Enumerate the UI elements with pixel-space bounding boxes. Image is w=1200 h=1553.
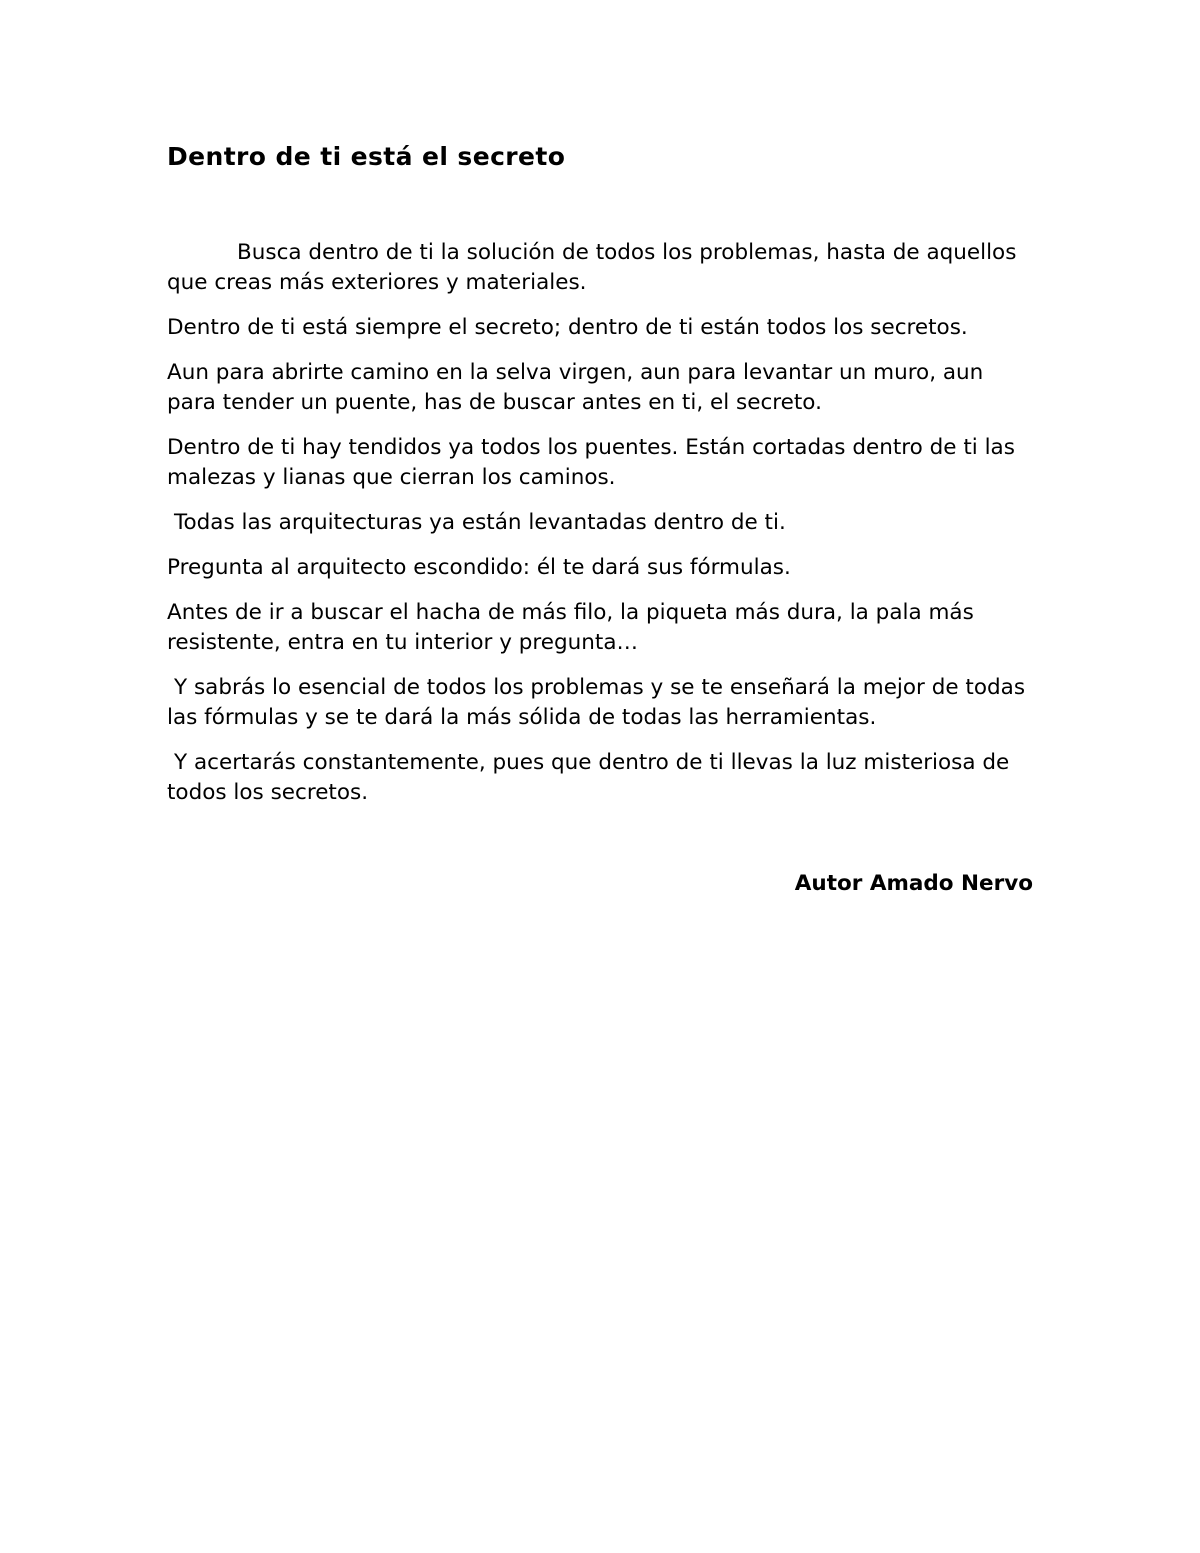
paragraph-3: Aun para abrirte camino en la selva virgen, aun para levantar un muro, aun para tender un puente, has de buscar antes en ti, el secreto. (167, 360, 984, 415)
document-title: Dentro de ti está el secreto (167, 142, 566, 171)
paragraph-5: Todas las arquitecturas ya están levantadas dentro de ti. (174, 510, 786, 535)
paragraph-9: Y acertarás constantemente, pues que dentro de ti llevas la luz misteriosa de todos los secretos. (167, 750, 1010, 805)
paragraph-6: Pregunta al arquitecto escondido: él te dará sus fórmulas. (167, 555, 791, 580)
paragraph-1: Busca dentro de ti la solución de todos los problemas, hasta de aquellos que creas más exteriores y materiales. (167, 240, 1017, 295)
document-content (167, 140, 1033, 899)
paragraph-2: Dentro de ti está siempre el secreto; dentro de ti están todos los secretos. (167, 315, 968, 340)
paragraph-8: Y sabrás lo esencial de todos los problemas y se te enseñará la mejor de todas las fórmulas y se te dará la más sólida de todas las herramientas. (167, 675, 1026, 730)
paragraph-4: Dentro de ti hay tendidos ya todos los puentes. Están cortadas dentro de ti las malezas y lianas que cierran los caminos. (167, 435, 1015, 490)
paragraph-7: Antes de ir a buscar el hacha de más filo, la piqueta más dura, la pala más resistente, entra en tu interior y pregunta… (167, 600, 974, 655)
document-body (167, 238, 1033, 808)
author-signature: Autor Amado Nervo (794, 871, 1033, 896)
